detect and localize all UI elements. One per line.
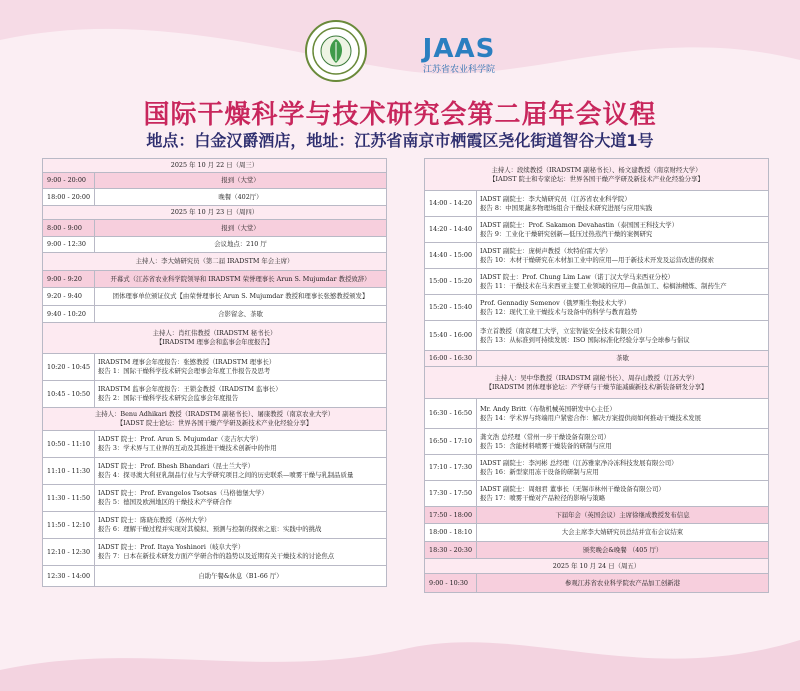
agenda-line: 【IADST 院士论坛：世界各国干燥产学研及新技术产业化经验分享】 xyxy=(116,419,313,427)
agenda-line: 报告 5：德国及欧洲地区的干燥技术产学研合作 xyxy=(98,498,232,506)
agenda-line: 大会主席李大婧研究员总结并宣布会议结束 xyxy=(561,528,684,537)
jaas-logo xyxy=(418,20,500,82)
agenda-line: 主持人：吴中华教授（IRADSTM 副秘书长）、周存山教授（江苏大学） xyxy=(494,373,699,382)
agenda-line: 晚餐（402厅） xyxy=(218,192,263,201)
agenda-time: 17:30 - 17:50 xyxy=(425,481,477,506)
agenda-row xyxy=(425,351,768,367)
agenda-section-header xyxy=(43,408,386,431)
agenda-content xyxy=(95,566,386,586)
agenda-content xyxy=(477,295,768,320)
agenda-row xyxy=(43,354,386,381)
agenda-row xyxy=(43,271,386,288)
jaas-logo-word: JAAS xyxy=(422,34,496,64)
agenda-time: 10:45 - 10:50 xyxy=(43,381,95,407)
agenda-row xyxy=(425,481,768,507)
agenda-line: IADST 院士：陈晓东教授（苏州大学） xyxy=(98,516,211,525)
agenda-line: 参观江苏省农业科学院农产品加工创新港 xyxy=(564,578,681,587)
agenda-content xyxy=(95,220,386,236)
agenda-row xyxy=(425,399,768,429)
agenda-time: 9:20 - 9:40 xyxy=(43,288,95,305)
agenda-line: IADST 院士：Prof. Evangelos Tsotsas（马格德堡大学） xyxy=(98,489,268,498)
agenda-section-header xyxy=(43,253,386,271)
agenda-time: 12:30 - 14:00 xyxy=(43,566,95,586)
jaas-logo-subtitle: 江苏省农业科学院 xyxy=(422,65,495,75)
agenda-line: 报告 6：理解干燥过程并实现对其模拟、预测与控制的探索之旅：实践中的挑战 xyxy=(98,525,322,533)
agenda-time: 17:50 - 18:00 xyxy=(425,507,477,523)
agenda-left-column xyxy=(42,158,387,587)
agenda-line: 团体理事单位颁证仪式【由荣誉理事长 Arun S. Mujumdar 教授和理事长张慜教授颁发】 xyxy=(112,292,369,301)
agenda-content xyxy=(477,574,768,592)
agenda-line: 报告 7：日本在新技术研发方面产学研合作的趋势以及近期有关干燥技术的讨论焦点 xyxy=(98,552,335,560)
agenda-row xyxy=(425,429,768,455)
agenda-line: 报告 11：干燥技术在马来西亚主要工业领域的应用—食品加工、棕榈油精炼、制药生产 xyxy=(480,281,727,290)
agenda-time: 9:00 - 10:30 xyxy=(425,574,477,592)
agenda-row xyxy=(425,217,768,243)
agenda-line: 报告 3：学术界与工业界的互动及其推进干燥技术创新中的作用 xyxy=(98,444,277,452)
agenda-row xyxy=(43,220,386,237)
agenda-content xyxy=(425,559,768,573)
agenda-row xyxy=(425,243,768,269)
agenda-time: 16:00 - 16:30 xyxy=(425,351,477,366)
agenda-row xyxy=(43,539,386,566)
agenda-time: 16:50 - 17:10 xyxy=(425,429,477,454)
agenda-time: 11:50 - 12:10 xyxy=(43,512,95,538)
agenda-line: 龚文浩 总经理（常州一步干燥设备有限公司） xyxy=(480,432,610,441)
agenda-content xyxy=(95,173,386,188)
agenda-time: 10:50 - 11:10 xyxy=(43,431,95,457)
agenda-content xyxy=(477,542,768,558)
agenda-content xyxy=(95,354,386,380)
agenda-content xyxy=(95,237,386,252)
agenda-content xyxy=(95,431,386,457)
agenda-line: 颁奖晚会&晚餐 （405 厅） xyxy=(582,545,663,554)
agenda-line: IADST 副院士：李大婧研究员（江苏省农业科学院） xyxy=(480,194,631,203)
agenda-line: 主持人：段续教授（IRADSTM 副秘书长）、杨文建教授（南京财经大学） xyxy=(491,165,702,174)
agenda-time: 8:00 - 9:00 xyxy=(43,220,95,236)
agenda-line: IADST 副院士：Prof. Sakamon Devahastin（泰国国王科技大学） xyxy=(480,220,678,229)
agenda-line: 报告 13：从标准到可持续发展：ISO 国际标准化经验分享与全球参与倡议 xyxy=(480,335,690,344)
agenda-row xyxy=(425,524,768,542)
agenda-time: 14:00 - 14:20 xyxy=(425,191,477,216)
agenda-content xyxy=(477,321,768,350)
agenda-content xyxy=(425,367,768,398)
agenda-time: 18:00 - 18:10 xyxy=(425,524,477,541)
agenda-line: IADST 副院士：庞树声教授（坎特伯雷大学） xyxy=(480,246,612,255)
agenda-row xyxy=(425,455,768,481)
agenda-section-header xyxy=(425,367,768,399)
agenda-line: 主持人：Benu Adhikari 教授（IRADSTM 副秘书长）、屠康教授（南京农业大学） xyxy=(94,410,335,419)
agenda-content xyxy=(43,253,386,270)
agenda-row xyxy=(43,458,386,485)
agenda-time: 9:00 - 20:00 xyxy=(43,173,95,188)
agenda-section-header xyxy=(425,559,768,574)
agenda-line: IADST 院士：Prof. Chung Lim Law（诺丁汉大学马来西亚分校） xyxy=(480,272,674,281)
agenda-time: 9:00 - 9:20 xyxy=(43,271,95,287)
agenda-line: IADST 副院士：李河彬 总经理（江苏雅家净冷冻科技发展有限公司） xyxy=(480,458,678,467)
agenda-row xyxy=(425,295,768,321)
agenda-line: Prof. Gennadiy Semenov（俄罗斯生物技术大学） xyxy=(480,298,630,307)
isdrt-society-logo-icon xyxy=(305,20,367,82)
agenda-line: 报告 17：喷雾干燥对产品粒径的影响与策略 xyxy=(480,493,606,502)
agenda-right-column xyxy=(424,158,769,593)
agenda-content xyxy=(477,429,768,454)
agenda-content xyxy=(95,458,386,484)
agenda-row xyxy=(425,574,768,592)
agenda-line: 【IADST 院士和专家论坛：世界各国干燥产学研及新技术产业化经验分享】 xyxy=(489,174,704,183)
agenda-row xyxy=(43,189,386,206)
agenda-time: 18:00 - 20:00 xyxy=(43,189,95,205)
agenda-line: 报告 2：国际干燥科学技术研究会监事会年度报告 xyxy=(98,394,239,402)
agenda-time: 16:30 - 16:50 xyxy=(425,399,477,428)
agenda-line: IRADSTM 理事会年度报告：张慜教授（IRADSTM 理事长） xyxy=(98,358,276,367)
agenda-row xyxy=(43,431,386,458)
agenda-line: IADST 院士：Prof. Arun S. Mujumdar（麦吉尔大学） xyxy=(98,435,263,444)
agenda-time: 14:40 - 15:00 xyxy=(425,243,477,268)
agenda-line: IRADSTM 监事会年度报告：王锁金教授（IRADSTM 监事长） xyxy=(98,385,282,394)
agenda-line: Mr. Andy Britt（布勒机械英国研发中心主任） xyxy=(480,404,616,413)
agenda-time: 17:10 - 17:30 xyxy=(425,455,477,480)
agenda-line: 主持人：李大婧研究员（第二届 IRADSTM 年会主席） xyxy=(135,257,294,266)
agenda-line: 李立首教授（南京理工大学，立宏智能安全技术有限公司） xyxy=(480,326,647,335)
agenda-row xyxy=(43,237,386,253)
agenda-content xyxy=(95,189,386,205)
agenda-line: 主持人：肖红伟教授（IRADSTM 秘书长） xyxy=(152,329,277,338)
agenda-time: 11:30 - 11:50 xyxy=(43,485,95,511)
agenda-section-header xyxy=(43,206,386,220)
agenda-content xyxy=(95,288,386,305)
agenda-content xyxy=(43,323,386,353)
agenda-line: IADST 院士：Prof. Bhesh Bhandari（昆士兰大学） xyxy=(98,462,255,471)
page-header xyxy=(0,0,800,160)
agenda-time: 15:20 - 15:40 xyxy=(425,295,477,320)
agenda-row xyxy=(43,173,386,189)
agenda-time: 12:10 - 12:30 xyxy=(43,539,95,565)
agenda-line: 【IRADSTM 理事会和监事会年度报告】 xyxy=(155,338,274,346)
agenda-content xyxy=(43,159,386,172)
agenda-content xyxy=(477,269,768,294)
agenda-row xyxy=(425,507,768,524)
page-title: 国际干燥科学与技术研究会第二届年会议程 xyxy=(143,100,657,130)
agenda-row xyxy=(425,269,768,295)
agenda-time: 18:30 - 20:30 xyxy=(425,542,477,558)
agenda-line: 报告 8：中国果蔬多物理场组合干燥技术研究进展与应用实践 xyxy=(480,203,653,212)
agenda-line: 合影留念、茶歇 xyxy=(218,309,263,318)
agenda-line: 报告 12：现代工业干燥技术与设备中的科学与教育趋势 xyxy=(480,307,638,316)
agenda-line: IADST 院士：Prof. Itaya Yoshinori（岐阜大学） xyxy=(98,543,245,552)
agenda-content xyxy=(95,539,386,565)
agenda-row xyxy=(425,542,768,559)
agenda-line: 自助午餐&休息（B1-66 厅） xyxy=(198,571,283,580)
agenda-time: 9:00 - 12:30 xyxy=(43,237,95,252)
agenda-row xyxy=(43,512,386,539)
agenda-time: 10:20 - 10:45 xyxy=(43,354,95,380)
agenda-line: 2025 年 10 月 24 日（周五） xyxy=(552,561,641,570)
agenda-content xyxy=(95,306,386,322)
agenda-content xyxy=(477,243,768,268)
agenda-line: IADST 副院士：周细君 董事长（无锡市林州干燥设备有限公司） xyxy=(480,484,665,493)
agenda-row xyxy=(425,321,768,351)
agenda-line: 2025 年 10 月 22 日（周三） xyxy=(170,161,259,170)
agenda-content xyxy=(477,399,768,428)
venue-line: 地点：白金汉爵酒店，地址：江苏省南京市栖霞区尧化街道智谷大道1号 xyxy=(146,131,654,150)
agenda-content xyxy=(477,455,768,480)
agenda-line: 报到（大堂） xyxy=(221,223,260,232)
agenda-content xyxy=(477,481,768,506)
agenda-row xyxy=(43,381,386,408)
agenda-line: 开幕式（江苏省农业科学院领导和 IRADSTM 荣誉理事长 Arun S. Mujumdar 教授致辞） xyxy=(110,274,371,283)
agenda-content xyxy=(477,191,768,216)
agenda-content xyxy=(43,408,386,430)
agenda-content xyxy=(43,206,386,219)
agenda-row xyxy=(43,566,386,586)
agenda-content xyxy=(95,381,386,407)
agenda-time: 15:00 - 15:20 xyxy=(425,269,477,294)
agenda-content xyxy=(95,485,386,511)
agenda-line: 2025 年 10 月 23 日（周四） xyxy=(170,208,259,217)
agenda-line: 报告 9：工业化干燥研究创新—低压过热蒸汽干燥的案例研究 xyxy=(480,229,653,238)
agenda-line: 下届年会（英国会议）主席徐继成教授发布信息 xyxy=(555,510,690,519)
agenda-content xyxy=(477,351,768,366)
agenda-time: 9:40 - 10:20 xyxy=(43,306,95,322)
agenda-row xyxy=(43,288,386,306)
agenda-row xyxy=(425,191,768,217)
agenda-line: 茶歇 xyxy=(616,354,629,363)
agenda-line: 报告 1：国际干燥科学技术研究会理事会年度工作报告及思考 xyxy=(98,367,271,375)
agenda-line: 报到（大堂） xyxy=(221,176,260,185)
agenda-row xyxy=(43,485,386,512)
agenda-content xyxy=(477,217,768,242)
agenda-content xyxy=(95,512,386,538)
agenda-section-header xyxy=(43,159,386,173)
agenda-row xyxy=(43,306,386,323)
agenda-content xyxy=(477,524,768,541)
agenda-line: 报告 4：探寻澳大利亚乳制品行业与大学研究项目之间的历史联系—喷雾干燥与乳制品质量 xyxy=(98,471,354,479)
agenda-line: 报告 10：木材干燥研究在木材加工业中的应用—用于新技术开发及运营改进的探索 xyxy=(480,255,714,264)
agenda-content xyxy=(95,271,386,287)
agenda-section-header xyxy=(425,159,768,191)
agenda-time: 14:20 - 14:40 xyxy=(425,217,477,242)
agenda-line: 报告 14：学术界与终端用户紧密合作：解决方案提供商如何推动干燥技术发展 xyxy=(480,413,702,422)
agenda-time: 11:10 - 11:30 xyxy=(43,458,95,484)
agenda-line: 报告 16：新型家用冻干设备的研制与应用 xyxy=(480,467,599,476)
agenda-line: 会议地点：210 厅 xyxy=(214,240,267,249)
agenda-line: 报告 15：含能材料喷雾干燥装备的研制与应用 xyxy=(480,441,612,450)
agenda-section-header xyxy=(43,323,386,354)
agenda-line: 【IRADSTM 团体理事论坛：产学研与干燥节能减碳新技术/新装备研发分享】 xyxy=(485,382,708,391)
agenda-time: 15:40 - 16:00 xyxy=(425,321,477,350)
agenda-content xyxy=(477,507,768,523)
agenda-content xyxy=(425,159,768,190)
